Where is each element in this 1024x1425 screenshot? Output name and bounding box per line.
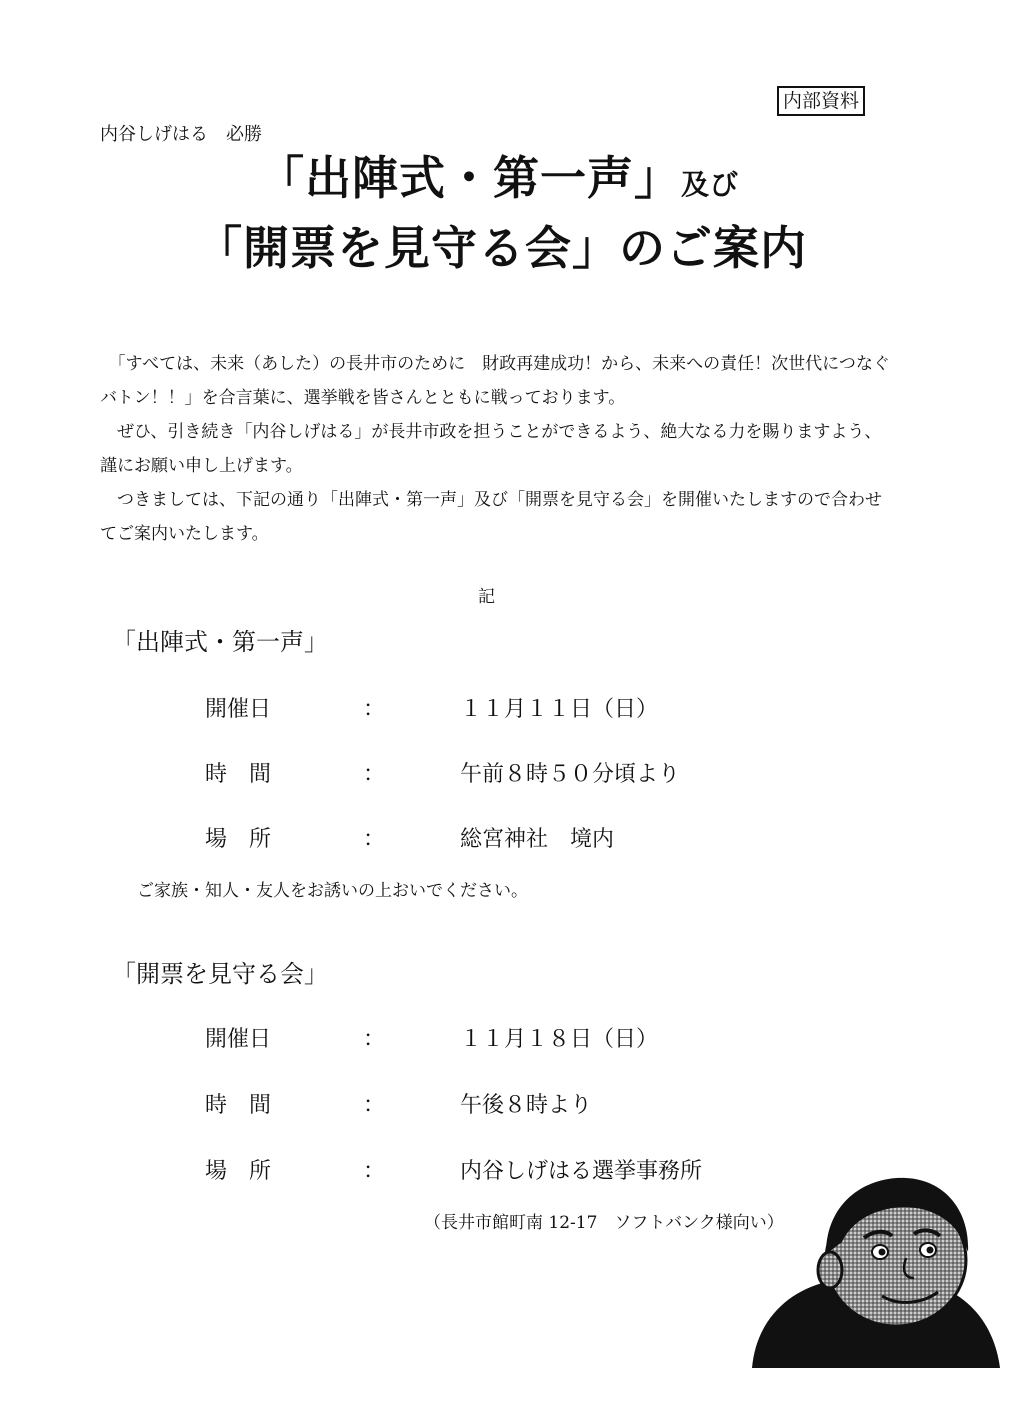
- slogan: 内谷しげはる 必勝: [100, 124, 262, 145]
- title-event2: 「開票を見守る会」: [196, 221, 619, 275]
- page-title-line1: [258, 150, 739, 213]
- row-colon: ：: [363, 697, 386, 722]
- row-label-date: 開催日: [205, 697, 272, 722]
- row-value-time: 午前８時５０分頃より: [460, 762, 681, 787]
- row-colon: ：: [363, 1093, 386, 1118]
- intro-paragraph: [100, 347, 890, 415]
- intro-paragraph-text: 「すべては、未来（あした）の長井市のために 財政再建成功！から、未来への責任！次世代につなぐバトン！！」を合言葉に、選挙戦を皆さんとともに戦っております。: [100, 354, 890, 408]
- row-value-date: １１月１８日（日）: [460, 1027, 659, 1052]
- ki-marker: 記: [478, 587, 495, 607]
- title-conjunction: 及び: [681, 168, 740, 201]
- row-value-place: 総宮神社 境内: [460, 827, 615, 852]
- row-label-place: 場 所: [205, 1159, 272, 1184]
- row-value-time: 午後８時より: [460, 1093, 593, 1118]
- row-label-place: 場 所: [205, 827, 272, 852]
- row-value-date: １１月１１日（日）: [460, 697, 659, 722]
- section-note: ご家族・知人・友人をお誘いの上おいでください。: [137, 881, 528, 901]
- office-address: （長井市館町南 12-17 ソフトバンク様向い）: [424, 1213, 784, 1233]
- row-colon: ：: [363, 827, 386, 852]
- row-value-place: 内谷しげはる選挙事務所: [460, 1159, 703, 1184]
- row-label-time: 時 間: [205, 1093, 272, 1118]
- intro-text: [100, 347, 890, 551]
- row-label-date: 開催日: [205, 1027, 272, 1052]
- title-event1: 「出陣式・第一声」: [258, 151, 681, 205]
- title-guide: のご案内: [619, 221, 807, 275]
- confidential-stamp: 内部資料: [777, 86, 865, 116]
- intro-paragraph-text: ぜひ、引き続き「内谷しげはる」が長井市政を担うことができるよう、絶大なる力を賜りますよう、謹にお願い申し上げます。: [100, 422, 882, 476]
- section-heading-departure: 「出陣式・第一声」: [112, 628, 328, 656]
- row-colon: ：: [363, 1027, 386, 1052]
- row-colon: ：: [363, 1159, 386, 1184]
- candidate-caricature-icon: [746, 1172, 1002, 1368]
- page-title-line2: [196, 220, 807, 276]
- section-heading-vote-count: 「開票を見守る会」: [112, 960, 328, 988]
- intro-paragraph: [100, 483, 890, 551]
- intro-paragraph: [100, 415, 890, 483]
- row-label-time: 時 間: [205, 762, 272, 787]
- row-colon: ：: [363, 762, 386, 787]
- intro-paragraph-text: つきましては、下記の通り「出陣式・第一声」及び「開票を見守る会」を開催いたしますので合わせてご案内いたします。: [100, 490, 882, 544]
